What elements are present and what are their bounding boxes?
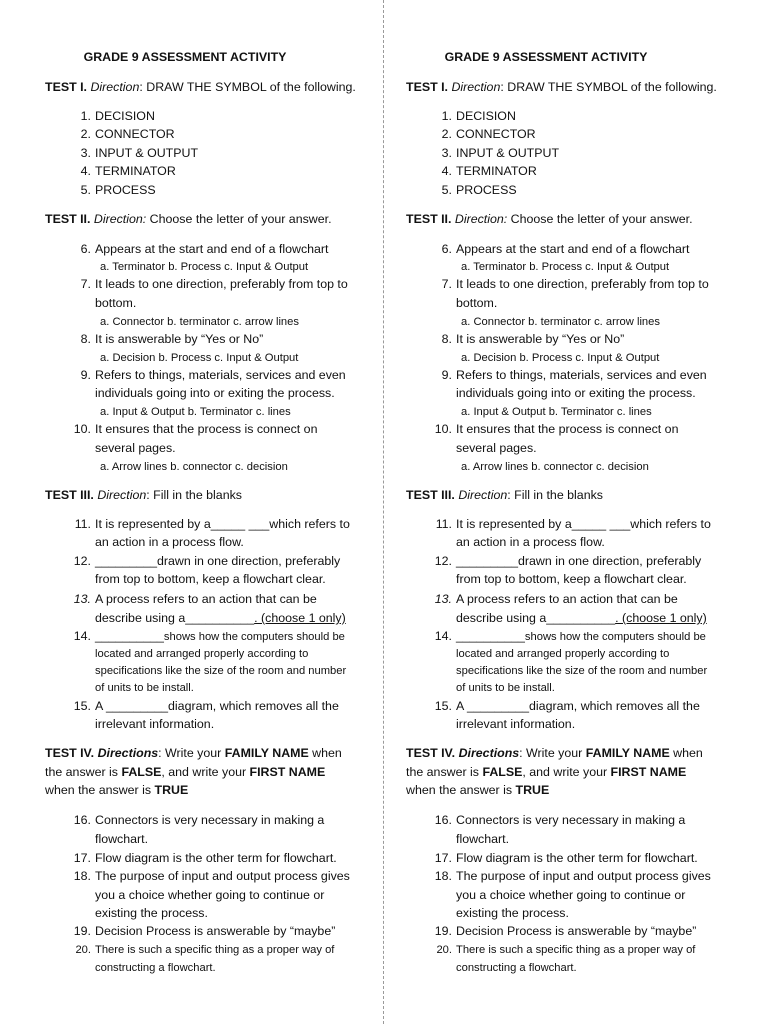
text-span: Appears at the start and end of a flowchart: [456, 242, 690, 256]
text-span: an action in a process flow.: [456, 535, 605, 549]
text-span: 7.: [80, 277, 91, 291]
text-span: It is represented by a_____ ___which refers to: [456, 517, 711, 531]
text-span: It leads to one direction, preferably from top to: [456, 277, 709, 291]
text-span: when: [669, 746, 703, 760]
text-span: A _________diagram, which removes all the: [95, 699, 339, 713]
worksheet-left: [0, 0, 370, 1024]
test3-direction: [406, 486, 603, 505]
text-span: : Fill in the blanks: [507, 488, 603, 502]
text-span: Connectors is very necessary in making a: [95, 813, 325, 827]
item-number: 5.: [441, 183, 452, 197]
text-span: a. Arrow lines b. connector c. decision: [461, 461, 649, 473]
text-span: 15.: [434, 699, 452, 713]
text-span: specifications like the size of the room and number: [456, 665, 708, 677]
text-span: The purpose of input and output process gives: [95, 869, 350, 883]
text-span: It is represented by a_____ ___which refers to: [95, 517, 350, 531]
text-span: a. Arrow lines b. connector c. decision: [100, 461, 288, 473]
text-span: __________: [95, 629, 164, 643]
text-span: TEST III.: [406, 488, 455, 502]
text-span: Direction:: [93, 212, 147, 226]
text-span: It ensures that the process is connect on: [95, 422, 318, 436]
text-span: 6.: [80, 242, 91, 256]
text-span: 16.: [434, 813, 452, 827]
item-number: 2.: [80, 127, 91, 141]
text-span: from top to bottom, keep a flowchart clear.: [95, 572, 326, 586]
text-span: irrelevant information.: [456, 717, 576, 731]
text-span: the answer is: [45, 765, 122, 779]
text-span: Connectors is very necessary in making a: [456, 813, 686, 827]
text-span: existing the process.: [95, 906, 208, 920]
text-span: It is answerable by “Yes or No”: [95, 332, 264, 346]
text-span: TEST III.: [45, 488, 94, 502]
text-span: DECISION: [456, 109, 516, 123]
item-number: 3.: [80, 146, 91, 160]
item-number: 4.: [441, 164, 452, 178]
text-span: Decision Process is answerable by “maybe”: [95, 924, 336, 938]
text-span: you a choice whether going to continue or: [456, 888, 686, 902]
text-span: a. Terminator b. Process c. Input & Output: [461, 261, 670, 273]
test4-direction-cont: [45, 763, 325, 782]
text-span: 6.: [441, 242, 452, 256]
text-span: FAMILY NAME: [224, 746, 309, 760]
text-span: an action in a process flow.: [95, 535, 244, 549]
text-span: Directions: [97, 746, 159, 760]
text-span: 8.: [441, 332, 452, 346]
text-span: shows how the computers should be: [524, 631, 706, 643]
text-span: CONNECTOR: [95, 127, 175, 141]
text-span: when: [308, 746, 342, 760]
text-span: 10.: [434, 422, 452, 436]
text-span: a. Input & Output b. Terminator c. lines: [100, 406, 291, 418]
text-span: Choose the letter of your answer.: [507, 212, 693, 226]
text-span: TEST II.: [406, 212, 452, 226]
text-span: located and arranged properly according to: [456, 648, 670, 660]
text-span: Refers to things, materials, services and even: [95, 368, 346, 382]
text-span: when the answer is: [45, 783, 155, 797]
text-span: TRUE: [515, 783, 550, 797]
item-number: 5.: [80, 183, 91, 197]
text-span: INPUT & OUTPUT: [456, 146, 560, 160]
text-span: : DRAW THE SYMBOL of the following.: [139, 80, 356, 94]
worksheet-title: GRADE 9 ASSESSMENT ACTIVITY: [83, 50, 287, 64]
text-span: irrelevant information.: [95, 717, 215, 731]
text-span: 7.: [441, 277, 452, 291]
text-span: 12.: [73, 554, 91, 568]
text-span: : Write your: [158, 746, 225, 760]
text-span: Flow diagram is the other term for flowchart.: [95, 851, 337, 865]
text-span: Directions: [458, 746, 520, 760]
text-span: TEST IV.: [406, 746, 456, 760]
text-span: FIRST NAME: [610, 765, 687, 779]
text-span: Direction:: [454, 212, 508, 226]
text-span: located and arranged properly according to: [95, 648, 309, 660]
text-span: 17.: [73, 851, 91, 865]
text-span: 9.: [441, 368, 452, 382]
text-span: FAMILY NAME: [585, 746, 670, 760]
text-span: Appears at the start and end of a flowchart: [95, 242, 329, 256]
text-span: 8.: [80, 332, 91, 346]
text-span: , and write your: [161, 765, 250, 779]
text-span: Direction: [97, 488, 147, 502]
text-span: A _________diagram, which removes all the: [456, 699, 700, 713]
text-span: 11.: [74, 517, 91, 531]
test3-direction: [45, 486, 242, 505]
text-span: 11.: [435, 517, 452, 531]
test1-direction: [45, 78, 356, 97]
text-span: TRUE: [154, 783, 189, 797]
text-span: 19.: [434, 924, 452, 938]
text-span: 9.: [80, 368, 91, 382]
text-span: Refers to things, materials, services and even: [456, 368, 707, 382]
item-number: 2.: [441, 127, 452, 141]
text-span: There is such a specific thing as a proper way of: [456, 944, 696, 956]
text-span: flowchart.: [95, 832, 149, 846]
text-span: Choose the letter of your answer.: [146, 212, 332, 226]
text-span: : Fill in the blanks: [146, 488, 242, 502]
text-span: TERMINATOR: [456, 164, 537, 178]
text-span: _________drawn in one direction, preferably: [456, 554, 702, 568]
text-span: constructing a flowchart.: [456, 962, 577, 974]
text-span: existing the process.: [456, 906, 569, 920]
text-span: TEST I.: [406, 80, 448, 94]
text-span: TEST II.: [45, 212, 91, 226]
test2-direction: [406, 210, 693, 229]
test4-direction: [406, 744, 703, 763]
text-span: __________: [456, 629, 525, 643]
text-span: Direction: [458, 488, 508, 502]
text-span: individuals going into or exiting the process.: [456, 386, 696, 400]
text-span: bottom.: [95, 296, 137, 310]
text-span: a. Terminator b. Process c. Input & Output: [100, 261, 309, 273]
text-span: FALSE: [121, 765, 162, 779]
item-number: 3.: [441, 146, 452, 160]
worksheet-right: [361, 0, 731, 1024]
text-span: a. Decision b. Process c. Input & Output: [461, 352, 660, 364]
text-span: PROCESS: [456, 183, 517, 197]
text-span: several pages.: [95, 441, 176, 455]
test2-direction: [45, 210, 332, 229]
test4-direction-cont: [45, 781, 188, 800]
text-span: . (choose 1 only): [615, 611, 707, 625]
text-span: specifications like the size of the room and number: [95, 665, 347, 677]
text-span: 14.: [73, 629, 91, 643]
text-span: 14.: [434, 629, 452, 643]
text-span: 19.: [73, 924, 91, 938]
test4-direction-cont: [406, 763, 686, 782]
text-span: . (choose 1 only): [254, 611, 346, 625]
text-span: 18.: [434, 869, 452, 883]
text-span: you a choice whether going to continue or: [95, 888, 325, 902]
text-span: of units to be install.: [95, 682, 194, 694]
text-span: A process refers to an action that can be: [95, 592, 317, 606]
text-span: 17.: [434, 851, 452, 865]
text-span: when the answer is: [406, 783, 516, 797]
text-span: shows how the computers should be: [163, 631, 345, 643]
text-span: _________drawn in one direction, preferably: [95, 554, 341, 568]
text-span: Flow diagram is the other term for flowchart.: [456, 851, 698, 865]
text-span: 13.: [73, 592, 91, 606]
text-span: 16.: [73, 813, 91, 827]
text-span: A process refers to an action that can be: [456, 592, 678, 606]
text-span: describe using a__________: [456, 611, 616, 625]
text-span: 12.: [434, 554, 452, 568]
text-span: a. Connector b. terminator c. arrow lines: [100, 316, 299, 328]
text-span: TEST IV.: [45, 746, 95, 760]
text-span: a. Decision b. Process c. Input & Output: [100, 352, 299, 364]
text-span: CONNECTOR: [456, 127, 536, 141]
text-span: several pages.: [456, 441, 537, 455]
text-span: 20.: [436, 944, 452, 956]
test4-direction-cont: [406, 781, 549, 800]
text-span: 15.: [73, 699, 91, 713]
text-span: Direction: [451, 80, 501, 94]
worksheet-title: GRADE 9 ASSESSMENT ACTIVITY: [444, 50, 648, 64]
text-span: 10.: [73, 422, 91, 436]
text-span: Decision Process is answerable by “maybe”: [456, 924, 697, 938]
item-number: 4.: [80, 164, 91, 178]
text-span: TEST I.: [45, 80, 87, 94]
text-span: It ensures that the process is connect on: [456, 422, 679, 436]
test1-direction: [406, 78, 717, 97]
item-number: 1.: [441, 109, 452, 123]
text-span: It is answerable by “Yes or No”: [456, 332, 625, 346]
text-span: PROCESS: [95, 183, 156, 197]
text-span: 20.: [75, 944, 91, 956]
text-span: , and write your: [522, 765, 611, 779]
text-span: individuals going into or exiting the process.: [95, 386, 335, 400]
text-span: 18.: [73, 869, 91, 883]
text-span: describe using a__________: [95, 611, 255, 625]
text-span: constructing a flowchart.: [95, 962, 216, 974]
text-span: bottom.: [456, 296, 498, 310]
test4-direction: [45, 744, 342, 763]
text-span: DECISION: [95, 109, 155, 123]
text-span: There is such a specific thing as a proper way of: [95, 944, 335, 956]
text-span: FALSE: [482, 765, 523, 779]
text-span: INPUT & OUTPUT: [95, 146, 199, 160]
text-span: from top to bottom, keep a flowchart clear.: [456, 572, 687, 586]
text-span: a. Input & Output b. Terminator c. lines: [461, 406, 652, 418]
text-span: The purpose of input and output process gives: [456, 869, 711, 883]
text-span: the answer is: [406, 765, 483, 779]
text-span: a. Connector b. terminator c. arrow lines: [461, 316, 660, 328]
text-span: : DRAW THE SYMBOL of the following.: [500, 80, 717, 94]
item-number: 1.: [80, 109, 91, 123]
text-span: : Write your: [519, 746, 586, 760]
text-span: TERMINATOR: [95, 164, 176, 178]
text-span: Direction: [90, 80, 140, 94]
text-span: of units to be install.: [456, 682, 555, 694]
text-span: FIRST NAME: [249, 765, 326, 779]
text-span: 13.: [434, 592, 452, 606]
text-span: flowchart.: [456, 832, 510, 846]
text-span: It leads to one direction, preferably from top to: [95, 277, 348, 291]
